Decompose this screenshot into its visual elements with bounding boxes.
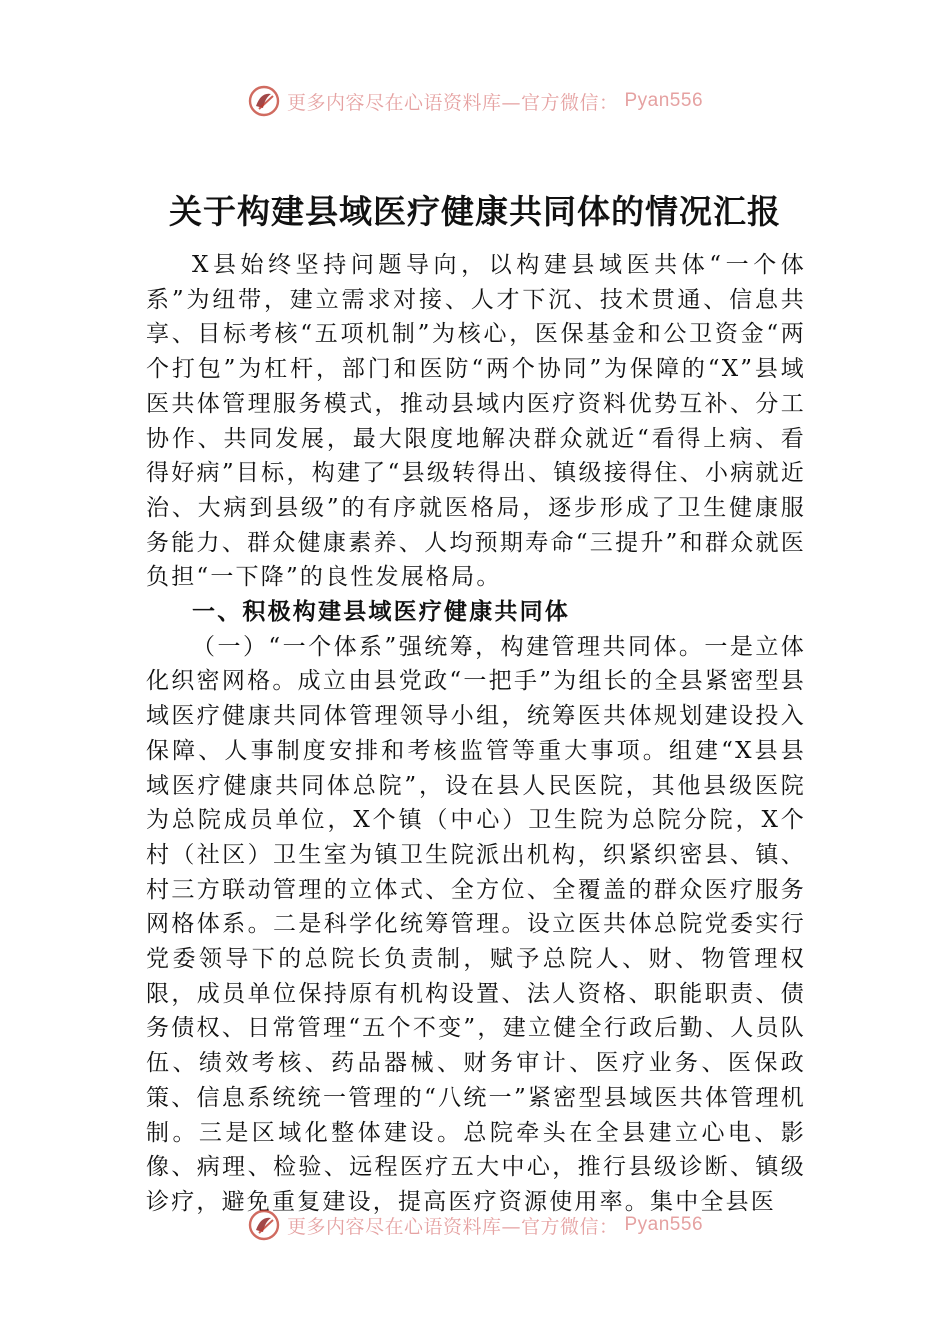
- watermark-account: Pyan556: [624, 90, 704, 111]
- seal-logo-icon: [247, 84, 281, 118]
- document-body: [146, 248, 806, 1220]
- watermark-text: 更多内容尽在心语资料库—官方微信：: [286, 1215, 619, 1238]
- section-heading: 一、积极构建县域医疗健康共同体: [192, 599, 570, 626]
- watermark-footer: [0, 1208, 950, 1242]
- document-title: 关于构建县域医疗健康共同体的情况汇报: [169, 192, 781, 231]
- watermark-header: [0, 84, 950, 118]
- section-paragraph: （一）“一个体系”强统筹，构建管理共同体。一是立体化织密网格。成立由县党政“一把手”为组长的全县紧密型县域医疗健康共同体管理领导小组，统筹医共体规划建设投入保障、人事制度安排和考核监管等重大事项。组建“X县县域医疗健康共同体总院”，设在县人民医院，其他县级医院为总院成员单位，X个镇（中心）卫生院为总院分院，X个村（社区）卫生室为镇卫生院派出机构，织紧织密县、镇、村三方联动管理的立体式、全方位、全覆盖的群众医疗服务网格体系。二是科学化统筹管理。设立医共体总院党委实行党委领导下的总院长负责制，赋予总院人、财、物管理权限，成员单位保持原有机构设置、法人资格、职能职责、债务债权、日常管理“五个不变”，建立健全行政后勤、人员队伍、绩效考核、药品器械、财务审计、医疗业务、医保政策、信息系统统一管理的“八统一”紧密型县域医共体管理机制。三是区域化整体建设。总院牵头在全县建立心电、影像、病理、检验、远程医疗五大中心，推行县级诊断、镇级诊疗，避免重复建设，提高医疗资源使用率。集中全县医: [146, 633, 806, 1215]
- watermark-account: Pyan556: [624, 1214, 704, 1235]
- seal-logo-icon: [247, 1208, 281, 1242]
- watermark-text: 更多内容尽在心语资料库—官方微信：: [286, 91, 619, 114]
- intro-paragraph: X县始终坚持问题导向，以构建县域医共体“一个体系”为纽带，建立需求对接、人才下沉、技术贯通、信息共享、目标考核“五项机制”为核心，医保基金和公卫资金“两个打包”为杠杆，部门和医防“两个协同”为保障的“X”县域医共体管理服务模式，推动县域内医疗资料优势互补、分工协作、共同发展，最大限度地解决群众就近“看得上病、看得好病”目标，构建了“县级转得出、镇级接得住、小病就近治、大病到县级”的有序就医格局，逐步形成了卫生健康服务能力、群众健康素养、人均预期寿命“三提升”和群众就医负担“一下降”的良性发展格局。: [146, 252, 806, 591]
